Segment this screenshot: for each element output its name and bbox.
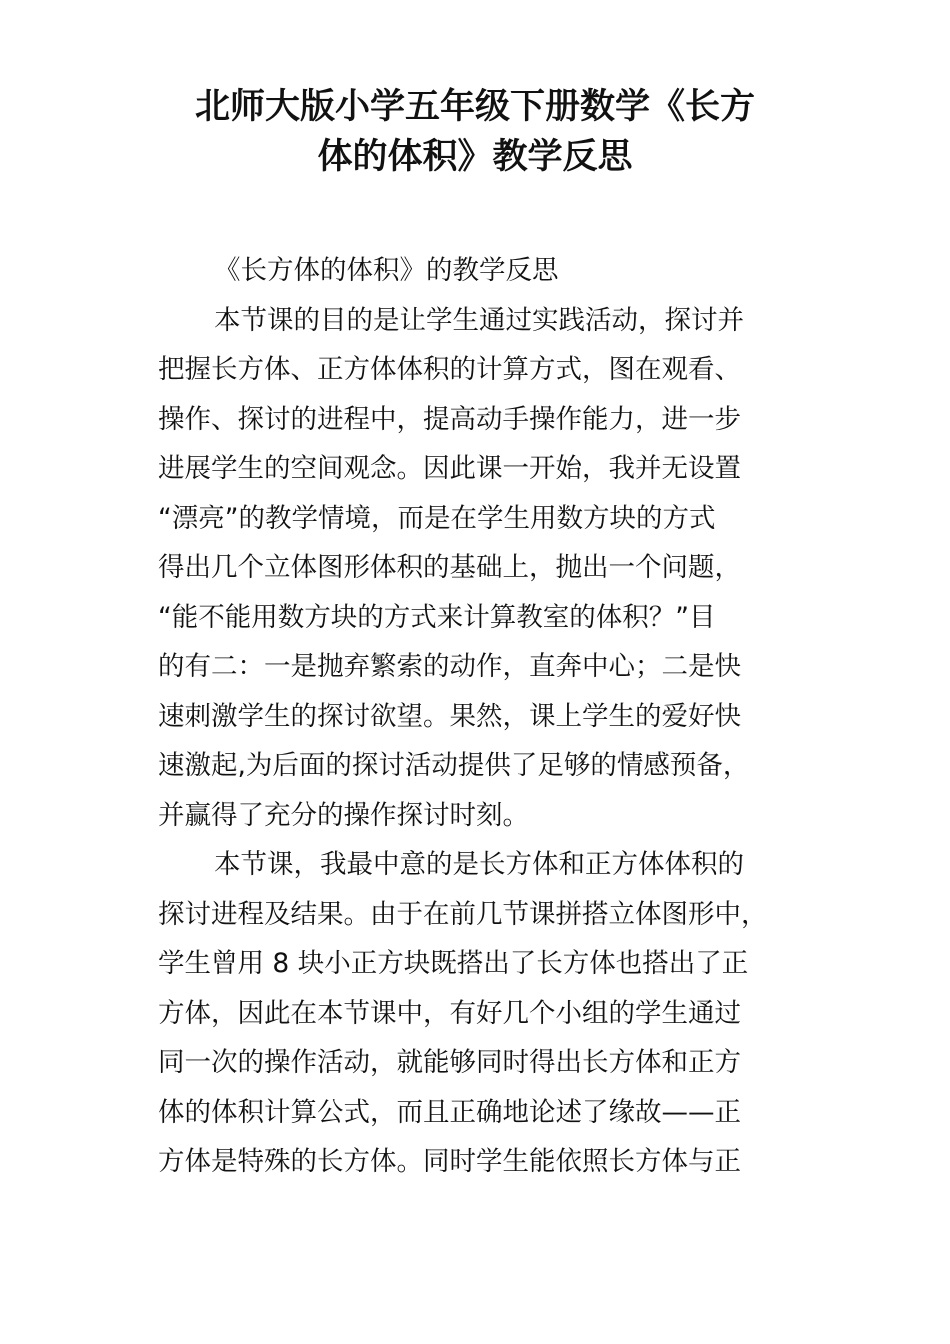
- paragraph-line: 学生曾用 8 块小正方块既搭出了长方体也搭出了正: [158, 948, 749, 979]
- paragraph-line: 操作、探讨的进程中，提高动手操作能力，进一步: [158, 403, 741, 435]
- section-subtitle: 《长方体的体积》的教学反思: [214, 255, 559, 286]
- document-title: [150, 82, 800, 182]
- title-line: 北师大版小学五年级下册数学《长方: [194, 87, 755, 127]
- paragraph-line: 方体是特殊的长方体。同时学生能依照长方体与正: [158, 1146, 741, 1177]
- paragraph-line: “能不能用数方块的方式来计算教室的体积？”目: [158, 601, 716, 633]
- paragraph-line: “漂亮”的教学情境，而是在学生用数方块的方式: [158, 502, 716, 534]
- title-line: 体的体积》教学反思: [317, 137, 633, 177]
- paragraph-line: 速刺激学生的探讨欲望。果然，课上学生的爱好快: [158, 700, 741, 732]
- paragraph-line: 得出几个立体图形体积的基础上，抛出一个问题，: [158, 552, 741, 583]
- paragraph-line: 体的体积计算公式，而且正确地论述了缘故——正: [158, 1096, 741, 1128]
- paragraph-line: 速激起,为后面的探讨活动提供了足够的情感预备，: [158, 750, 750, 781]
- paragraph-line: 本节课的目的是让学生通过实践活动，探讨并: [214, 304, 744, 336]
- paragraph-line: 的有二：一是抛弃繁索的动作，直奔中心；二是快: [158, 651, 741, 682]
- document-body: [158, 246, 798, 1187]
- paragraph-1: [158, 296, 798, 841]
- paragraph-line: 进展学生的空间观念。因此课一开始，我并无设置: [158, 453, 741, 484]
- paragraph-line: 本节课，我最中意的是长方体和正方体体积的: [214, 849, 744, 880]
- paragraph-line: 同一次的操作活动，就能够同时得出长方体和正方: [158, 1047, 741, 1078]
- paragraph-line: 探讨进程及结果。由于在前几节课拼搭立体图形中，: [158, 898, 768, 930]
- paragraph-line: 把握长方体、正方体体积的计算方式，图在观看、: [158, 354, 741, 385]
- paragraph-line: 方体，因此在本节课中，有好几个小组的学生通过: [158, 997, 741, 1029]
- paragraph-line: 并赢得了充分的操作探讨时刻。: [158, 799, 529, 831]
- paragraph-2: [158, 840, 798, 1187]
